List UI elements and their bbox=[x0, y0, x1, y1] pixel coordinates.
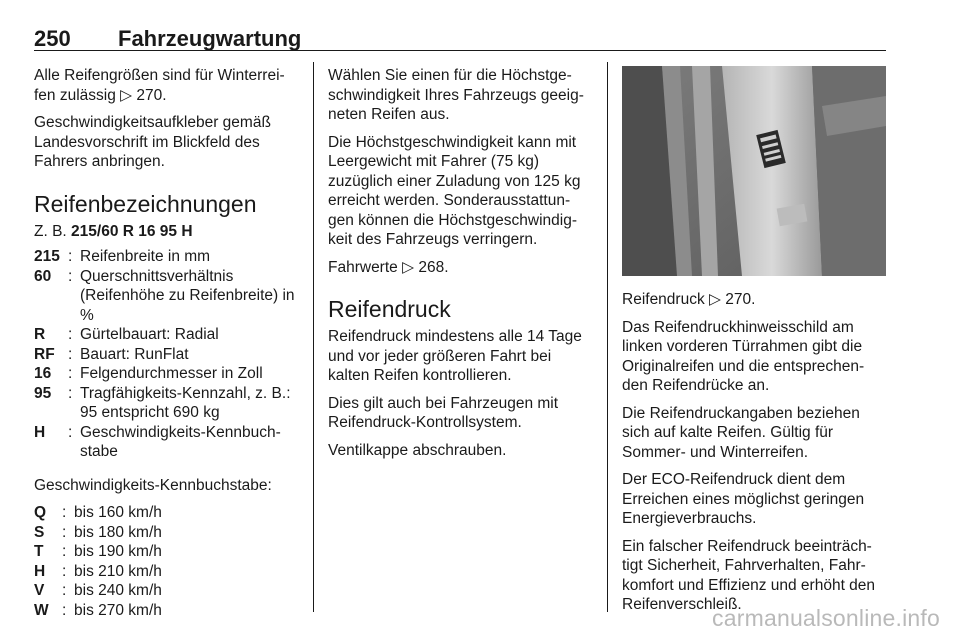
definition-key: H bbox=[34, 562, 46, 580]
speed-index-list bbox=[34, 503, 298, 620]
definition-key: T bbox=[34, 543, 44, 560]
column-divider bbox=[607, 62, 608, 612]
definition-separator: : bbox=[68, 248, 73, 265]
cross-reference-icon: ▷ bbox=[120, 86, 133, 104]
page-title: Fahrzeugwartung bbox=[118, 26, 302, 51]
definition-value: bis 210 km/h bbox=[74, 562, 162, 580]
definition-separator: : bbox=[62, 543, 67, 560]
definition-separator: : bbox=[62, 582, 67, 599]
definition-separator: : bbox=[62, 504, 67, 521]
definition-row bbox=[34, 503, 298, 523]
definition-key: R bbox=[34, 326, 46, 343]
paragraph: Reifendruck mindestens alle 14 Tage und vor jeder größeren Fahrt bei kalten Reifen kontrollieren. bbox=[328, 328, 582, 384]
paragraph: Fahrwerte ▷ 268. bbox=[328, 258, 449, 276]
page-reference[interactable]: 270. bbox=[136, 86, 167, 104]
definition-separator: : bbox=[68, 423, 73, 441]
paragraph: Geschwindigkeitsaufkleber gemäß Landesvorschrift im Blickfeld des Fahrers anbringen. bbox=[34, 114, 271, 170]
definition-key: 16 bbox=[34, 365, 52, 382]
definition-key: RF bbox=[34, 345, 55, 363]
page-reference[interactable]: 270. bbox=[725, 291, 756, 308]
definition-key: S bbox=[34, 523, 45, 541]
definition-row bbox=[34, 247, 298, 267]
definition-row bbox=[34, 601, 298, 621]
paragraph: Dies gilt auch bei Fahrzeugen mit Reifendruck-Kontrollsystem. bbox=[328, 394, 559, 431]
definition-row bbox=[34, 384, 298, 423]
paragraph: Die Reifendruckangaben beziehen sich auf kalte Reifen. Gültig für Sommer- und Winterreifen. bbox=[622, 404, 860, 461]
definition-value: bis 240 km/h bbox=[74, 582, 162, 599]
definition-value: bis 180 km/h bbox=[74, 523, 162, 541]
definition-separator: : bbox=[68, 326, 73, 343]
definition-row bbox=[34, 423, 298, 462]
cross-reference-icon: ▷ bbox=[709, 291, 721, 308]
column-divider bbox=[313, 62, 314, 612]
column-right bbox=[622, 66, 886, 623]
definition-separator: : bbox=[68, 345, 73, 363]
paragraph: Der ECO-Reifendruck dient dem Erreichen eines möglichst geringen Energieverbrauchs. bbox=[622, 471, 865, 527]
definition-key: Q bbox=[34, 504, 47, 521]
definition-separator: : bbox=[62, 523, 67, 541]
paragraph: Wählen Sie einen für die Höchstge-schwindigkeit Ihres Fahrzeugs geeig-neten Reifen aus. bbox=[328, 67, 584, 123]
definition-value: bis 270 km/h bbox=[74, 601, 162, 619]
page-header bbox=[34, 18, 886, 51]
definition-row bbox=[34, 267, 298, 326]
definition-row bbox=[34, 364, 298, 384]
column-middle bbox=[328, 66, 594, 468]
page-number: 250 bbox=[34, 26, 71, 51]
paragraph: Die Höchstgeschwindigkeit kann mit Leergewicht mit Fahrer (75 kg) zuzüglich einer Zuladung von 125 kg erreicht werden. Sonderausstattun-gen können die Höchstgeschwindig-keit des Fahrzeugs verringern. bbox=[328, 133, 581, 248]
definition-row bbox=[34, 325, 298, 345]
definition-value: bis 190 km/h bbox=[74, 543, 162, 560]
definition-key: 215 bbox=[34, 248, 60, 265]
definition-row bbox=[34, 562, 298, 582]
paragraph: Ein falscher Reifendruck beeinträch-tigt Sicherheit, Fahrverhalten, Fahr-komfort und Effizienz und erhöht den Reifenverschleiß. bbox=[622, 537, 876, 613]
definition-separator: : bbox=[62, 601, 67, 619]
paragraph: Ventilkappe abschrauben. bbox=[328, 441, 507, 459]
paragraph: Das Reifendruckhinweisschild am linken vorderen Türrahmen gibt die Originalreifen und die entsprechen-den Reifendrücke an. bbox=[622, 318, 865, 394]
door-frame-tire-label-photo bbox=[622, 66, 886, 276]
definition-separator: : bbox=[68, 267, 73, 285]
definition-key: V bbox=[34, 582, 45, 599]
definition-separator: : bbox=[62, 562, 67, 580]
example-line: Z. B. 215/60 R 16 95 H bbox=[34, 222, 193, 240]
definition-row bbox=[34, 542, 298, 562]
page-reference[interactable]: 268. bbox=[418, 258, 449, 276]
watermark: carmanualsonline.info bbox=[712, 605, 940, 631]
definition-separator: : bbox=[68, 384, 73, 402]
definition-value: Felgendurchmesser in Zoll bbox=[80, 365, 263, 382]
definition-key: 60 bbox=[34, 267, 52, 285]
definition-value: Bauart: RunFlat bbox=[80, 345, 189, 363]
definition-value: Gürtelbauart: Radial bbox=[80, 326, 219, 343]
column-left bbox=[34, 66, 298, 620]
definition-key: 95 bbox=[34, 384, 52, 402]
definition-row bbox=[34, 523, 298, 543]
definition-separator: : bbox=[68, 365, 73, 382]
paragraph: Alle Reifengrößen sind für Winterrei-fen zulässig ▷ 270. bbox=[34, 67, 285, 104]
definition-row bbox=[34, 581, 298, 601]
section-heading: Reifendruck bbox=[328, 296, 451, 322]
definition-key: W bbox=[34, 601, 49, 619]
section-heading: Reifenbezeichnungen bbox=[34, 190, 257, 217]
definition-row bbox=[34, 345, 298, 365]
paragraph: Reifendruck ▷ 270. bbox=[622, 291, 756, 308]
definition-key: H bbox=[34, 423, 46, 441]
cross-reference-icon: ▷ bbox=[402, 258, 415, 276]
definition-value: Tragfähigkeits-Kennzahl, z. B.: 95 entspricht 690 kg bbox=[80, 384, 291, 421]
tire-code-definitions bbox=[34, 247, 298, 462]
definition-value: Geschwindigkeits-Kennbuch-stabe bbox=[80, 423, 281, 460]
paragraph: Geschwindigkeits-Kennbuchstabe: bbox=[34, 476, 272, 494]
definition-value: bis 160 km/h bbox=[74, 504, 162, 521]
definition-value: Reifenbreite in mm bbox=[80, 248, 211, 265]
definition-value: Querschnittsverhältnis (Reifenhöhe zu Reifenbreite) in % bbox=[80, 267, 295, 324]
